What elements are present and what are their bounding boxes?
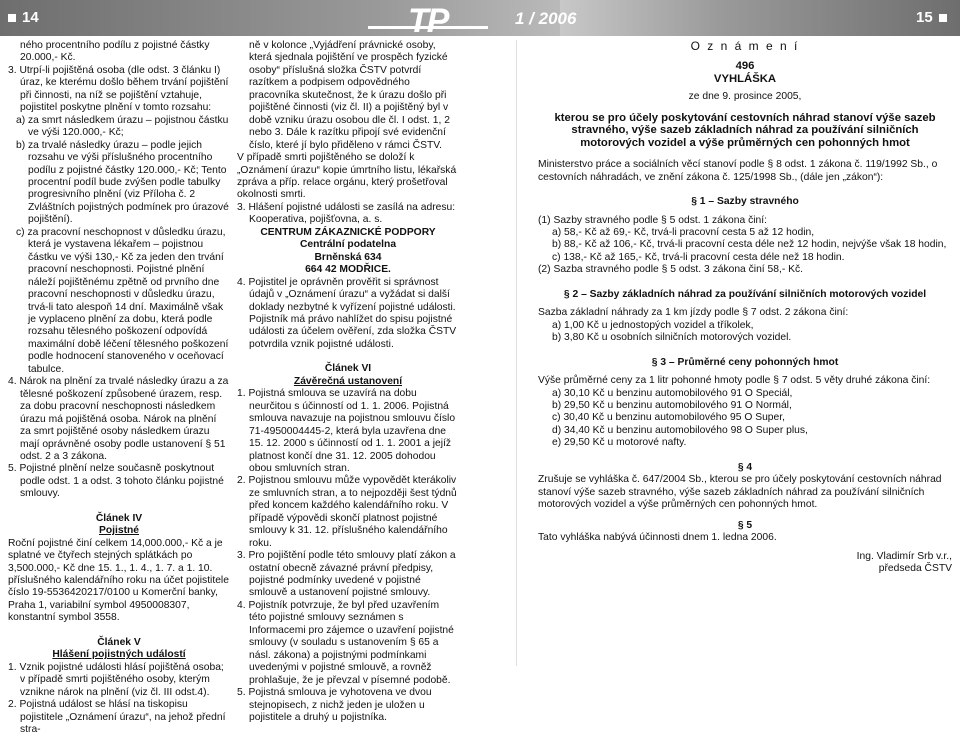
paragraph: 4. Pojistitel je oprávněn prověřit si správnost údajů v „Oznámení úrazu“ a vyžádat si další doklady nezbytné k vyřízení pojistné události. Pojistník má právo nahlížet do spisu pojistné události za účelem ověření, zda složka ČSTV potvrdila vznik pojistné události. — [237, 276, 457, 350]
list-item: a) 1,00 Kč u jednostopých vozidel a tříkolek, — [552, 319, 754, 331]
decree-type: VYHLÁŠKA — [713, 72, 777, 85]
paragraph: Sazba základní náhrady za 1 km jízdy podle § 7 odst. 2 zákona činí: — [538, 307, 849, 319]
decree-subject: kterou se pro účely poskytování cestovních náhrad stanoví výše sazeb stravného, výše sazeb základních náhrad za používání silničních motorových vozidel a výše průměrných cen pohonných hmot — [554, 111, 936, 149]
column-3 — [538, 40, 952, 575]
paragraph: 3. Utrpí-li pojištěná osoba (dle odst. 3 článku I) úraz, ke kterému došlo během trvání pojištění při činnosti, na níž se pojištění vztahuje, pojistitel poskytne plnění v tomto rozsahu: — [8, 64, 229, 114]
paragraph: Tato vyhláška nabývá účinnosti dnem 1. ledna 2006. — [538, 532, 777, 544]
list-item: a) 58,- Kč až 69,- Kč, trvá-li pracovní cesta 5 až 12 hodin, — [552, 226, 815, 238]
article-heading: Článek IV — [95, 512, 143, 524]
paragraph: b) za trvalé následky úrazu – podle jejich rozsahu ve výši příslušného procentního podílu z pojistné částky 120.000,- Kč; Tento procentní podíl bude zvýšen podle tabulky progresivního plnění (viz Příloha č. 2 Zvláštních pojistných podmínek pro úrazové pojištění). — [16, 139, 229, 226]
left-page-number: 14 — [2, 9, 39, 26]
signature-name: Ing. Vladimír Srb v.r., — [856, 550, 952, 562]
paragraph: 5. Pojistné plnění nelze současně poskytnout podle odst. 1 a odst. 3 tohoto článku pojistné smlouvy. — [8, 463, 224, 500]
article-subheading: Pojistné — [98, 525, 140, 537]
decree-intro: Ministerstvo práce a sociálních věcí stanoví podle § 8 odst. 1 zákona č. 119/1992 Sb., o cestovních náhradách, ve znění zákona č. 125/1998 Sb., (dále jen „zákon“): — [538, 159, 938, 183]
paragraph: ného procentního podílu z pojistné částky 20.000,- Kč. — [20, 40, 210, 64]
paragraph: 3. Hlášení pojistné události se zasílá na adresu: Kooperativa, pojišťovna, a. s. — [237, 201, 456, 226]
column-divider — [516, 40, 517, 666]
paragraph: Zrušuje se vyhláška č. 647/2004 Sb., kterou se pro účely poskytování cestovních náhrad stanoví výše sazeb stravného, výše sazeb základních náhrad za používání silničních motorových vozidel a výše průměrných cen pohonných hmot. — [538, 474, 942, 511]
address-line: CENTRUM ZÁKAZNICKÉ PODPORY — [260, 226, 436, 238]
list-item: b) 3,80 Kč u osobních silničních motorových vozidel. — [552, 332, 792, 344]
paragraph: 1. Vznik pojistné události hlásí pojištěná osoba; v případě smrti pojištěného osoby, kterým vznikne nárok na plnění (viz čl. III odst.4). — [8, 661, 224, 698]
notice-title: O z n á m e n í — [690, 39, 800, 53]
paragraph: 2. Pojistná událost se hlásí na tiskopisu pojistitele „Oznámení úrazu“, na jehož přední stra- — [8, 699, 226, 736]
list-item: a) 30,10 Kč u benzinu automobilového 91 O Speciál, — [552, 387, 793, 399]
paragraph: Roční pojistné činí celkem 14,000.000,- Kč a je splatné ve čtyřech stejných splátkách po 3,500.000,- Kč dne 15. 1., 1. 4., 1. 7. a 1. 10. příslušného kalendářního roku na účet pojistitele číslo 19-5536420217/0100 u Komerční banky, Praha 1, variabilní symbol 4950008307, konstantní symbol 3558. — [8, 537, 229, 624]
article-heading: Článek V — [97, 636, 141, 648]
paragraph: 4. Pojistník potvrzuje, že byl před uzavřením této pojistné smlouvy seznámen s Informacemi pro zájemce o uzavření pojistné smlouvy (v souladu s ustanovením § 65 a násl. zákona) a pojistnými podmínkami uvedenými v pojistné smlouvě, a rovněž prohlašuje, že je převzal v písemné podobě. — [237, 599, 454, 686]
section-1-title: § 1 – Sazby stravného — [691, 196, 799, 208]
paragraph: 4. Nárok na plnění za trvalé následky úrazu a za tělesné poškození způsobené úrazem, resp. za dobu pracovní neschopnosti následkem úrazu má pojištěná osoba. Nárok na plnění za smrt pojištěné osoby následkem úrazu mají oprávněné osoby podle ustanovení § 51 odst. 2 a 3 zákona. — [8, 376, 229, 462]
decree-number: 496 — [735, 60, 755, 73]
address-line: 664 42 MODŘICE. — [305, 264, 391, 276]
list-item: d) 34,40 Kč u benzinu automobilového 98 O Super plus, — [552, 424, 808, 436]
paragraph: a) za smrt následkem úrazu – pojistnou částku ve výši 120.000,- Kč; — [16, 114, 229, 139]
list-item: c) 30,40 Kč u benzinu automobilového 95 O Super, — [552, 412, 785, 424]
paragraph: 1. Pojistná smlouva se uzavírá na dobu neurčitou s účinností od 1. 1. 2006. Pojistná smlouva navazuje na pojistnou smlouvu číslo 71-4950004445-2, která byla uzavřena dne 15. 12. 2000 s účinností od 1. 1. 2001 a jejíž platnost končí dne 31. 12. 2005 dohodou obou smluvních stran. — [237, 388, 456, 474]
paragraph: 3. Pro pojištění podle této smlouvy platí zákon a ostatní obecně závazné právní předpisy, pojistné podmínky uvedené v pojistné smlouvě a ustanovení pojistné smlouvy. — [237, 550, 456, 599]
issue-number: 1 / 2006 — [515, 9, 577, 28]
paragraph: (1) Sazby stravného podle § 5 odst. 1 zákona činí: — [538, 214, 767, 226]
article-subheading: Hlášení pojistných událostí — [52, 649, 186, 661]
header-bar-right — [560, 0, 960, 36]
address-line: Brněnská 634 — [314, 251, 382, 263]
section-4-title: § 4 — [737, 461, 753, 473]
tp-logo: TP — [408, 2, 448, 40]
paragraph: ně v kolonce „Vyjádření právnické osoby, která sjednala pojištění ve prospěch fyzické osoby“ příslušná složka ČSTV potvrdí razítkem a podpisem odpovědného pracovníka skutečnost, že k úrazu došlo při pojištěné činnosti (viz čl. II) a pojištěný byl v době vzniku úrazu osobou dle čl. I odst. 1, 2 nebo 3. Dále k razítku připojí své evidenční číslo, které jí bylo přiděleno v rámci ČSTV. — [249, 40, 450, 151]
article-heading: Článek VI — [324, 363, 372, 375]
list-item: e) 29,50 Kč u motorové nafty. — [552, 437, 687, 449]
paragraph: Výše průměrné ceny za 1 litr pohonné hmoty podle § 7 odst. 5 věty druhé zákona činí: — [538, 375, 931, 387]
right-page-number: 15 — [916, 9, 953, 26]
paragraph: 2. Pojistnou smlouvu může vypovědět kterákoliv ze smluvních stran, a to nejpozději šest týdnů před koncem každého kalendářního roku. V případě výpovědi skončí platnost pojistné smlouvy k 31. 12. příslušného kalendářního roku. — [237, 475, 457, 549]
column-2 — [237, 40, 459, 724]
list-item: b) 29,50 Kč u benzinu automobilového 91 O Normál, — [552, 399, 792, 411]
column-1 — [8, 40, 230, 736]
square-bullet-icon — [8, 14, 16, 22]
article-subheading: Závěrečná ustanovení — [293, 375, 403, 387]
section-5-title: § 5 — [737, 519, 753, 531]
address-line: Centrální podatelna — [299, 239, 397, 251]
signature-role: předseda ČSTV — [878, 562, 952, 574]
list-item: c) 138,- Kč až 165,- Kč, trvá-li pracovní cesta déle než 18 hodin. — [552, 251, 845, 263]
square-bullet-icon — [939, 14, 947, 22]
paragraph: V případě smrti pojištěného se doloží k „Oznámení úrazu“ kopie úmrtního listu, lékařská zpráva a příp. relace orgánu, který prošetřoval okolnosti smrti. — [237, 152, 457, 201]
decree-date: ze dne 9. prosince 2005, — [688, 91, 802, 103]
section-3-title: § 3 – Průměrné ceny pohonných hmot — [651, 356, 839, 368]
section-2-title: § 2 – Sazby základních náhrad za používání silničních motorových vozidel — [563, 288, 927, 300]
paragraph: c) za pracovní neschopnost v důsledku úrazu, která je vystavena lékařem – pojistnou částku ve výši 130,- Kč za jeden den trvání pracovní neschopnosti. Pojistné plnění náleží pojištěnému zpětně od prvního dne pracovní neschopnosti v důsledku úrazu, trvá-li tato alespoň 14 dní. Maximálně však je vyplaceno plnění za dobu, která podle rozsahu tělesného poškození odpovídá maximální době léčení tělesného poškození podle hodnocení stanoveného v oceňovací tabulce. — [16, 226, 229, 375]
list-item: b) 88,- Kč až 106,- Kč, trvá-li pracovní cesta déle než 12 hodin, nejvýše však 18 hodin, — [552, 239, 947, 251]
paragraph: (2) Sazba stravného podle § 5 odst. 3 zákona činí 58,- Kč. — [538, 264, 804, 276]
paragraph: 5. Pojistná smlouva je vyhotovena ve dvou stejnopisech, z nichž jeden je uložen u pojistitele a druhý u pojistníka. — [237, 687, 432, 724]
